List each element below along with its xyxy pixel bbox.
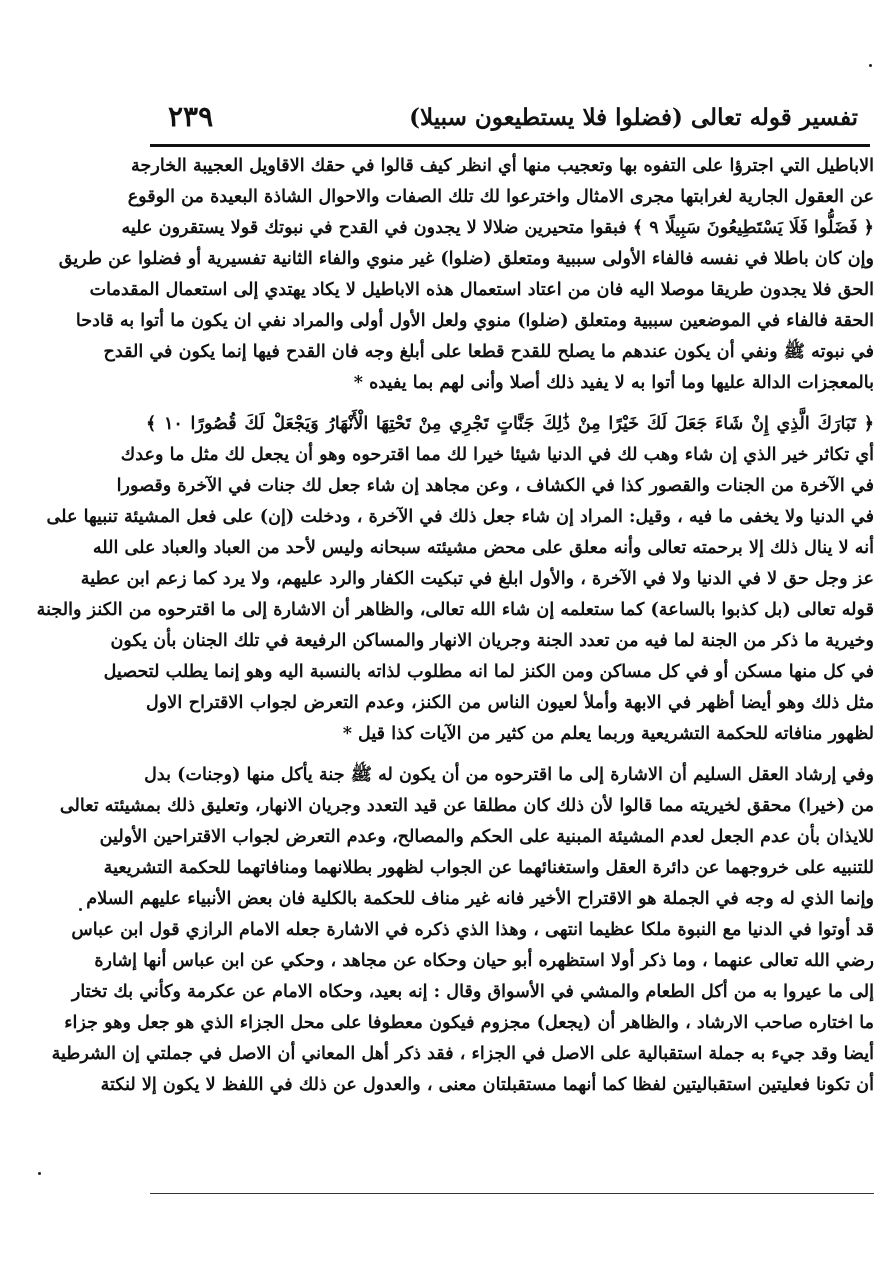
text-line: وخيرية ما ذكر من الجنة لما فيه من تعدد الجنة وجريان الانهار والمساكن الرفيعة في تلك الجنان بأن يكون [110, 630, 874, 651]
text-line: الاباطيل التي اجترؤا على التفوه بها وتعجيب منها أي انظر كيف قالوا في حقك الاقاويل العجيبة الخارجة [131, 155, 874, 176]
page-header [168, 102, 868, 142]
text-line: إلى ما عيروا به من أكل الطعام والمشي في الأسواق وقال : إنه بعيد، وحكاه الامام عن عكرمة وكأني بك تختار [71, 981, 874, 1002]
text-line: وإنما الذي له وجه في الجملة هو الاقتراح الأخير فانه غير مناف للحكمة بالكلية فان بعض الأنبياء عليهم السلام [86, 888, 874, 909]
text-line: أنه لا ينال ذلك إلا برحمته تعالى وأنه معلق على محض مشيئته سبحانه وليس لأحد من العباد والعباد على الله [92, 537, 874, 558]
paragraph [36, 408, 874, 749]
page-number: ٢٣٩ [168, 100, 214, 133]
text-line: للايذان بأن عدم الجعل لعدم المشيئة المبنية على الحكم والمصالح، وعدم التعرض لجواب الاقتراحين الأولين [99, 826, 874, 847]
text-line: في الدنيا ولا يخفى ما فيه ، وقيل: المراد إن شاء جعل ذلك في الآخرة ، ودخلت (إن) على فعل المشيئة تنبيها على [46, 506, 874, 527]
text-line: أي تكاثر خير الذي إن شاء وهب لك في الدنيا شيئا خيرا لك مما اقترحوه وهو أن يجعل لك مثل ما وعدك [120, 444, 874, 465]
page-body [36, 150, 874, 1100]
text-line: عن العقول الجارية لغرابتها مجرى الامثال واخترعوا لك تلك الصفات والاحوال الشاذة البعيدة من الوقوع [127, 186, 874, 207]
footer-rule [150, 1193, 874, 1194]
text-line: ﴿ تَبَارَكَ الَّذِي إِنْ شَاءَ جَعَلَ لَكَ خَيْرًا مِنْ ذَٰلِكَ جَنَّاتٍ تَجْرِي مِنْ تَحْتِهَا الْأَنْهَارُ وَيَجْعَلْ لَكَ قُصُورًا ١٠ ﴾ [146, 413, 874, 434]
text-line: للتنبيه على خروجهما عن دائرة العقل واستغنائهما عن الجواب لظهور بطلانهما ومنافاتهما للحكمة التشريعية [103, 857, 874, 878]
text-line: الحقة فالفاء في الموضعين سببية ومتعلق (ضلوا) منوي ولعل الأول أولى والمراد نفي ان يكون ما أتوا به قادحا [75, 310, 874, 331]
text-line: قد أوتوا في الدنيا مع النبوة ملكا عظيما انتهى ، وهذا الذي ذكره في الاشارة جعله الامام الرازي قول ابن عباس [71, 919, 874, 940]
text-line: لظهور منافاته للحكمة التشريعية وربما يعلم من كثير من الآيات كذا قيل * [342, 723, 874, 744]
paragraph [51, 759, 874, 1100]
text-line: مثل ذلك وهو أيضا أظهر في الابهة وأملأ لعيون الناس من الكنز، وعدم التعرض لجواب الاقتراح الاول [146, 692, 874, 713]
text-line: في كل منها مسكن أو في كل مساكن ومن الكنز لما انه مطلوب لذاته بالنسبة اليه وهو إنما يطلب لتحصيل [103, 661, 874, 682]
paragraph-gap [146, 398, 874, 408]
paragraph [58, 150, 874, 398]
text-line: ﴿ فَضَلُّوا فَلَا يَسْتَطِيعُونَ سَبِيلًا ٩ ﴾ فبقوا متحيرين ضلالا لا يجدون في القدح في نبوتك قولا يستقرون عليه [121, 217, 874, 238]
paragraph-gap [146, 749, 874, 759]
text-line: في نبوته ﷺ ونفي أن يكون عندهم ما يصلح للقدح قطعا على أبلغ وجه فان القدح فيها إنما يكون في القدح [103, 341, 874, 362]
text-line: في الآخرة من الجنات والقصور كذا في الكشاف ، وعن مجاهد إن شاء جعل لك جنات في الآخرة وقصورا [116, 475, 874, 496]
scan-speck [869, 64, 872, 67]
header-rule [150, 144, 870, 147]
text-line: رضي الله تعالى عنهما ، وما ذكر أولا استظهره أبو حيان وحكاه عن مجاهد ، وحكي عن ابن عباس أنها إشارة [94, 950, 874, 971]
text-line: الحق فلا يجدون طريقا موصلا اليه فان من اعتاد استعمال هذه الاباطيل لا يكاد يهتدي إلى استعمال المقدمات [89, 279, 874, 300]
text-line: ما اختاره صاحب الارشاد ، والظاهر أن (يجعل) مجزوم فيكون معطوفا على محل الجزاء الذي هو جعل وهو جزاء [64, 1012, 874, 1033]
text-line: من (خيرا) محقق لخيريته مما قالوا لأن ذلك كان مطلقا عن قيد التعدد وجريان الانهار، وتعليق ذلك بمشيئته تعالى [59, 795, 874, 816]
text-line: عز وجل حق لا في الدنيا ولا في الآخرة ، والأول ابلغ في تبكيت الكفار والرد عليهم، ولا يرد كما زعم ابن عطية [80, 568, 874, 589]
text-line: أن تكونا فعليتين استقباليتين لفظا كما أنهما مستقبلتان معنى ، والعدول عن ذلك في اللفظ لا يكون إلا لنكتة [100, 1074, 874, 1095]
text-line: قوله تعالى (بل كذبوا بالساعة) كما ستعلمه إن شاء الله تعالى، والظاهر أن الاشارة إلى ما اقترحوه من الكنز والجنة [36, 599, 874, 620]
text-line: أيضا وقد جيء به جملة استقبالية على الاصل في الجزاء ، فقد ذكر أهل المعاني أن الاصل في جملتي إن الشرطية [51, 1043, 874, 1064]
text-line: وفي إرشاد العقل السليم أن الاشارة إلى ما اقترحوه من أن يكون له ﷺ جنة يأكل منها (وجنات) بدل [144, 764, 874, 785]
scan-speck [38, 1172, 41, 1175]
text-line: بالمعجزات الدالة عليها وما أتوا به لا يفيد ذلك أصلا وأنى لهم بما يفيده * [353, 372, 874, 393]
text-line: وإن كان باطلا في نفسه فالفاء الأولى سببية ومتعلق (ضلوا) غير منوي والفاء الثانية تفسيرية أو فضلوا عن طريق [58, 248, 874, 269]
running-title: تفسير قوله تعالى (فضلوا فلا يستطيعون سبيلا) [409, 104, 858, 131]
scan-speck [79, 908, 82, 911]
